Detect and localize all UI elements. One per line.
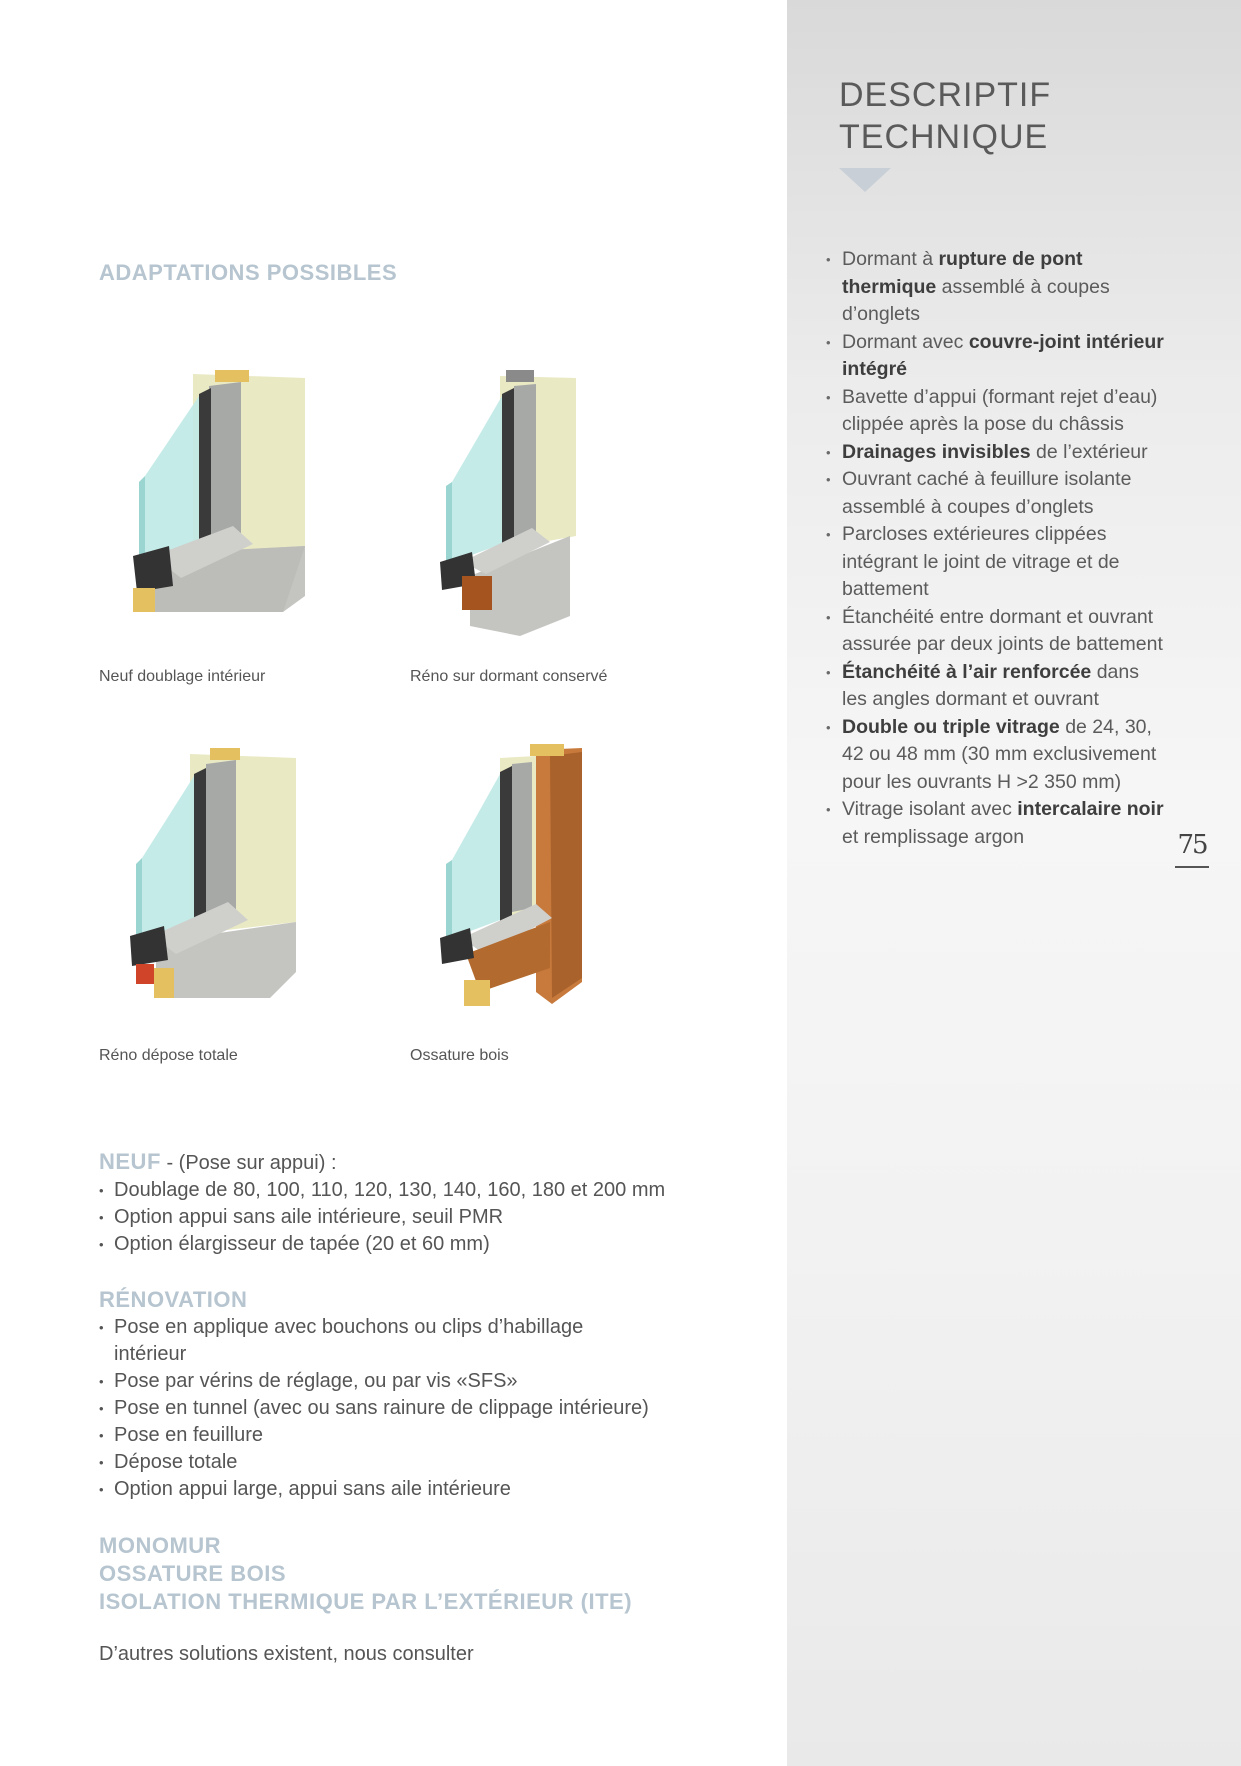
tech-item: • Ouvrant caché à feuillure isolante assemblé à coupes d’onglets — [826, 466, 1166, 521]
tech-item: • Dormant avec couvre-joint intérieur intégré — [826, 329, 1166, 384]
adaptations-title: ADAPTATIONS POSSIBLES — [99, 260, 398, 285]
renovation-item: • Pose en applique avec bouchons ou clips d’habillage intérieur — [99, 1314, 659, 1368]
tech-item: • Dormant à rupture de pont thermique assemblé à coupes d’onglets — [826, 246, 1166, 329]
tech-item: • Double ou triple vitrage de 24, 30, 42 ou 48 mm (30 mm exclusivement pour les ouvrants H >2 350 mm) — [826, 714, 1166, 797]
ite-title: ISOLATION THERMIQUE PAR L’EXTÉRIEUR (ITE) — [99, 1589, 633, 1614]
tech-item: • Vitrage isolant avec intercalaire noir et remplissage argon — [826, 796, 1166, 851]
neuf-item: • Option élargisseur de tapée (20 et 60 mm) — [99, 1231, 739, 1258]
down-triangle-icon — [839, 168, 891, 192]
monomur-title: MONOMUR — [99, 1533, 222, 1558]
technical-list — [826, 246, 1166, 851]
renovation-item: • Pose en feuillure — [99, 1422, 729, 1449]
neuf-item: • Doublage de 80, 100, 110, 120, 130, 140, 160, 180 et 200 mm — [99, 1177, 739, 1204]
renovation-item: • Option appui large, appui sans aile intérieure — [99, 1476, 729, 1503]
neuf-title: NEUF — [99, 1149, 161, 1174]
figure-caption: Réno sur dormant conservé — [410, 668, 608, 685]
renovation-item: • Dépose totale — [99, 1449, 729, 1476]
neuf-heading — [99, 1148, 739, 1177]
window-section-figure-reno-dormant — [440, 366, 590, 636]
figure-caption: Neuf doublage intérieur — [99, 668, 266, 685]
neuf-item: • Option appui sans aile intérieure, seuil PMR — [99, 1204, 739, 1231]
window-section-figure-reno-depose — [130, 746, 300, 1006]
panel-title-line2: TECHNIQUE — [839, 118, 1049, 156]
panel-title-line1: DESCRIPTIF — [839, 76, 1052, 114]
panel-title — [839, 74, 1199, 158]
closing-note: D’autres solutions existent, nous consulter — [99, 1643, 474, 1665]
ossature-bois-title: OSSATURE BOIS — [99, 1561, 287, 1586]
tech-item: • Étanchéité entre dormant et ouvrant assurée par deux joints de battement — [826, 604, 1166, 659]
figure-caption: Ossature bois — [410, 1047, 509, 1064]
neuf-section — [99, 1148, 739, 1258]
page-number-rule — [1175, 866, 1209, 868]
window-section-figure-neuf — [133, 366, 313, 616]
page-number: 75 — [1177, 830, 1207, 860]
renovation-title: RÉNOVATION — [99, 1287, 248, 1312]
other-constructions — [99, 1532, 739, 1616]
tech-item: • Drainages invisibles de l’extérieur — [826, 439, 1166, 467]
renovation-item: • Pose en tunnel (avec ou sans rainure de clippage intérieure) — [99, 1395, 729, 1422]
renovation-section — [99, 1286, 729, 1503]
renovation-item: • Pose par vérins de réglage, ou par vis «SFS» — [99, 1368, 729, 1395]
tech-item: • Étanchéité à l’air renforcée dans les angles dormant et ouvrant — [826, 659, 1166, 714]
window-section-figure-ossature-bois — [440, 742, 590, 1012]
tech-item: • Parcloses extérieures clippées intégrant le joint de vitrage et de battement — [826, 521, 1166, 604]
neuf-subtitle: - (Pose sur appui) : — [160, 1152, 337, 1174]
tech-item: • Bavette d’appui (formant rejet d’eau) clippée après la pose du châssis — [826, 384, 1166, 439]
figure-caption: Réno dépose totale — [99, 1047, 238, 1064]
